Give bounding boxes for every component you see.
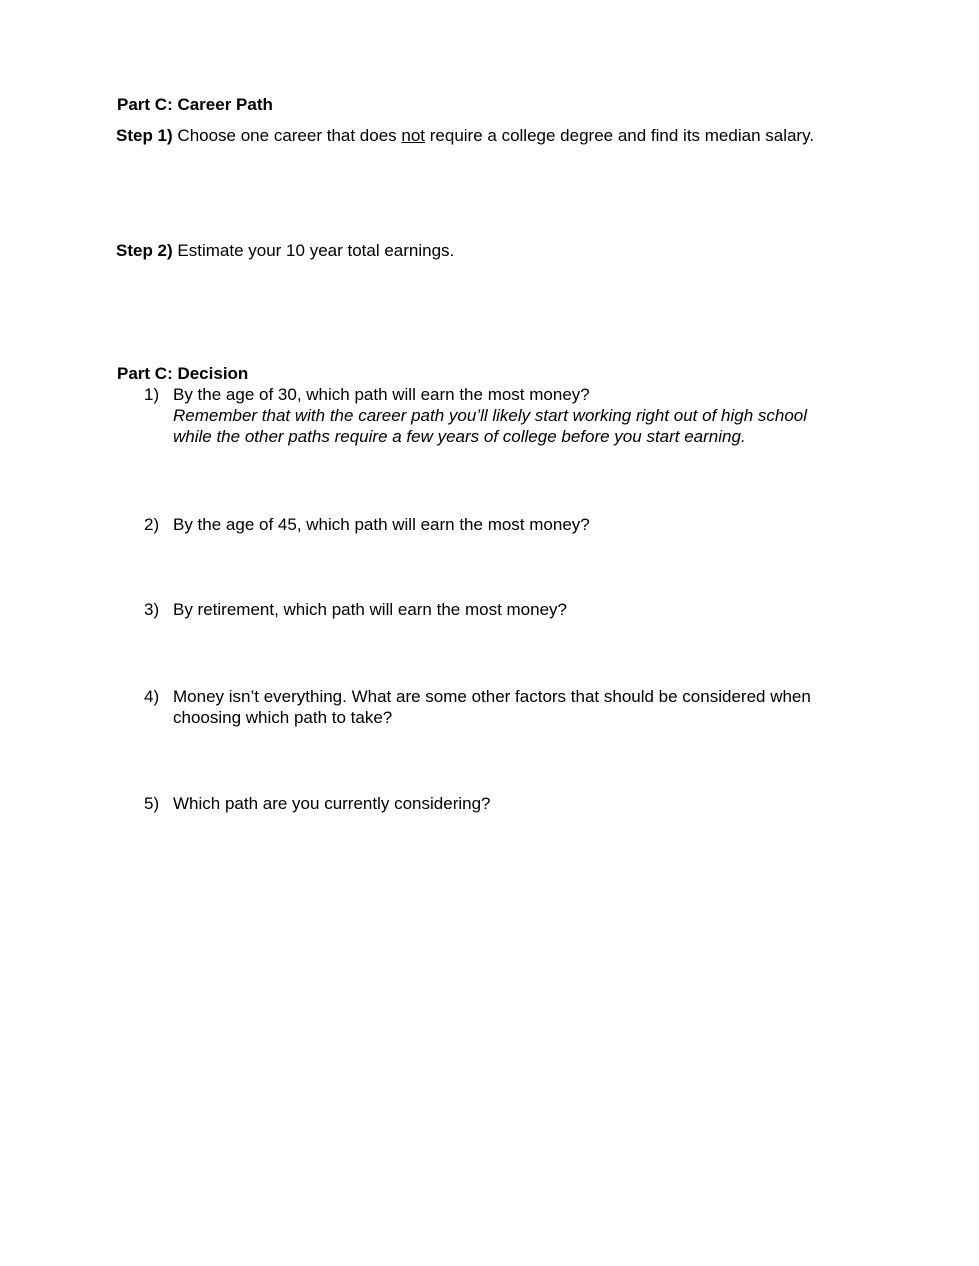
- question-number: 2): [144, 515, 160, 534]
- step-1-label: Step 1): [116, 126, 173, 145]
- step-1-text-after: require a college degree and find its median salary.: [425, 126, 815, 145]
- step-1-emphasis: not: [401, 126, 426, 145]
- step-2-text: Estimate your 10 year total earnings.: [172, 241, 455, 260]
- question-item: [144, 793, 864, 817]
- question-number: 5): [144, 794, 160, 813]
- question-text: By the age of 45, which path will earn the most money?: [173, 515, 590, 534]
- question-item: [144, 384, 864, 454]
- question-text: Which path are you currently considering?: [173, 794, 491, 813]
- question-item: [144, 514, 864, 538]
- decision-heading: Part C: Decision: [117, 364, 249, 383]
- question-text-line: Money isn’t everything. What are some other factors that should be considered when: [173, 687, 811, 706]
- step-1-text-before: Choose one career that does: [172, 126, 402, 145]
- question-number: 1): [144, 385, 160, 404]
- question-number: 3): [144, 600, 160, 619]
- question-number: 4): [144, 687, 160, 706]
- question-text: By the age of 30, which path will earn the most money?: [173, 385, 590, 404]
- question-note-line: while the other paths require a few years of college before you start earning.: [173, 427, 746, 446]
- career-path-heading: Part C: Career Path: [117, 95, 273, 114]
- step-2-label: Step 2): [116, 241, 173, 260]
- question-text: By retirement, which path will earn the most money?: [173, 600, 568, 619]
- question-item: [144, 686, 864, 732]
- question-note-line: Remember that with the career path you’ll likely start working right out of high school: [173, 406, 808, 425]
- question-item: [144, 599, 864, 623]
- step-1-instruction: [116, 125, 814, 146]
- step-2-instruction: [116, 240, 454, 261]
- question-text-line: choosing which path to take?: [173, 708, 393, 727]
